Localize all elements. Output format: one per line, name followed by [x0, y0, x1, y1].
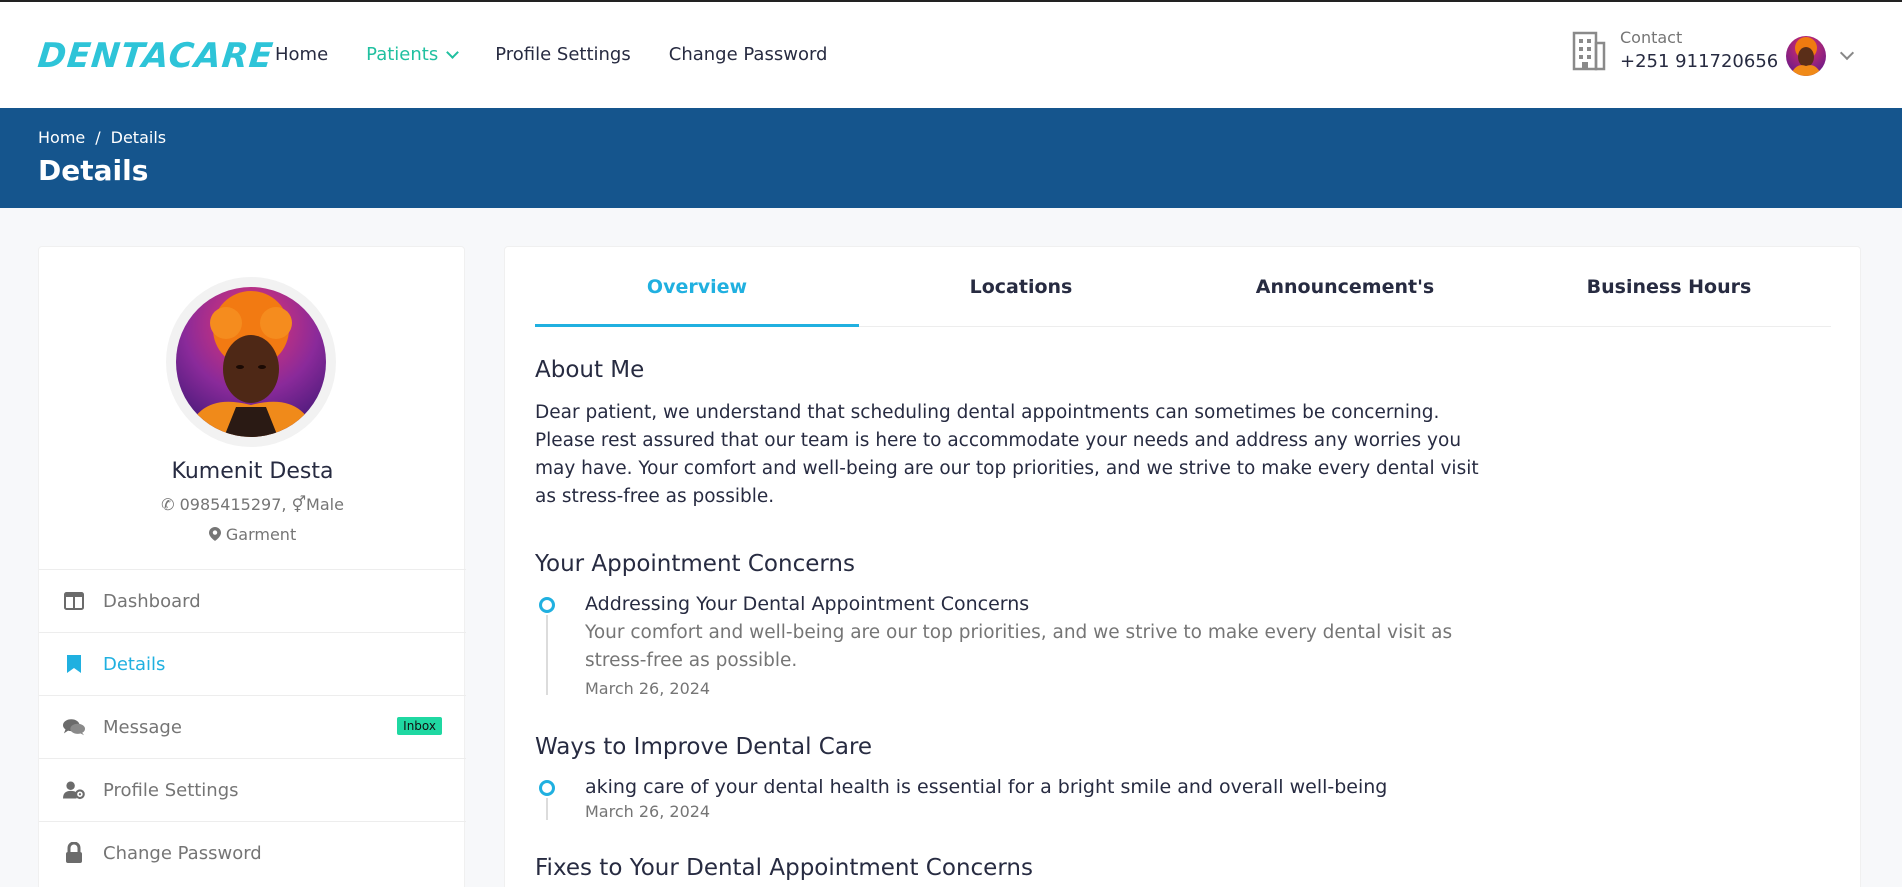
tab-bar	[535, 247, 1831, 327]
gender-icon: ⚥	[291, 495, 307, 514]
site-header	[0, 2, 1902, 108]
details-card	[504, 246, 1861, 887]
timeline-desc: Your comfort and well-being are our top priorities, and we strive to make every dental visit as stress-free as possible.	[585, 622, 1453, 671]
nav-change-password[interactable]	[669, 44, 828, 65]
timeline-title: aking care of your dental health is essential for a bright smile and overall well-being	[585, 776, 1388, 798]
nav-patients[interactable]	[366, 44, 457, 65]
profile-avatar	[166, 277, 336, 447]
lock-icon	[63, 842, 85, 864]
timeline-dot-icon	[539, 780, 555, 796]
breadcrumb	[38, 128, 166, 147]
concerns-title: Your Appointment Concerns	[535, 551, 855, 577]
nav-change-password-label: Change Password	[668, 44, 828, 65]
patient-location: Garment	[225, 525, 297, 544]
patient-gender: Male	[306, 495, 344, 514]
timeline-item	[535, 593, 1495, 698]
sidebar-menu	[39, 569, 466, 884]
patient-name: Kumenit Desta	[171, 459, 334, 484]
sidebar-item-profile-settings[interactable]	[39, 758, 466, 821]
profile-sidebar	[38, 246, 465, 887]
building-icon	[1570, 29, 1606, 71]
sidebar-item-label: Details	[103, 653, 166, 675]
tab-overview[interactable]: Overview	[535, 247, 859, 326]
nav-patients-label: Patients	[366, 44, 439, 65]
timeline-title: Addressing Your Dental Appointment Concerns	[585, 593, 1030, 615]
breadcrumb-separator: /	[95, 128, 101, 147]
sidebar-item-change-password[interactable]	[39, 821, 466, 884]
timeline-line	[546, 798, 548, 820]
sidebar-item-dashboard[interactable]	[39, 569, 466, 632]
patient-info	[39, 495, 466, 514]
header-contact	[1570, 28, 1778, 72]
overview-content	[535, 357, 1495, 881]
comments-icon	[63, 716, 85, 738]
timeline-date: March 26, 2024	[585, 679, 711, 698]
patient-phone: 0985415297,	[179, 495, 287, 514]
sidebar-item-details[interactable]	[39, 632, 466, 695]
logo[interactable]: DENTACARE	[35, 36, 276, 76]
sidebar-item-label: Dashboard	[103, 590, 201, 612]
inbox-badge: Inbox	[397, 717, 442, 735]
map-marker-icon	[209, 525, 226, 544]
nav-home-label: Home	[275, 44, 329, 65]
sidebar-item-label: Change Password	[103, 842, 262, 864]
patient-location-row	[39, 525, 466, 544]
contact-label: Contact	[1620, 28, 1683, 47]
breadcrumb-current: Details	[110, 128, 167, 147]
sidebar-item-label: Message	[103, 716, 182, 738]
sidebar-item-label: Profile Settings	[103, 779, 239, 801]
contact-phone: +251 911720656	[1620, 51, 1779, 72]
main-nav	[275, 44, 865, 65]
page-title: Details	[38, 154, 149, 187]
nav-profile-settings-label: Profile Settings	[495, 44, 631, 65]
phone-icon: ✆	[161, 495, 175, 514]
sidebar-item-message[interactable]	[39, 695, 466, 758]
improve-title: Ways to Improve Dental Care	[535, 734, 873, 760]
timeline-line	[546, 615, 548, 695]
breadcrumb-home[interactable]: Home	[38, 128, 86, 147]
avatar	[1786, 36, 1826, 76]
timeline-date: March 26, 2024	[585, 802, 711, 821]
nav-home[interactable]	[275, 44, 328, 65]
chevron-down-icon	[446, 46, 459, 59]
user-cog-icon	[63, 779, 85, 801]
page-banner	[0, 108, 1902, 208]
tab-business-hours[interactable]: Business Hours	[1586, 275, 1752, 298]
tab-locations[interactable]: Locations	[969, 275, 1073, 298]
tab-announcements[interactable]: Announcement's	[1255, 275, 1435, 298]
timeline-item	[535, 776, 1495, 821]
chevron-down-icon	[1840, 46, 1854, 60]
user-menu[interactable]	[1786, 36, 1852, 76]
nav-profile-settings[interactable]	[495, 44, 631, 65]
fixes-title: Fixes to Your Dental Appointment Concerns	[535, 855, 1033, 881]
about-title: About Me	[535, 357, 645, 383]
columns-icon	[63, 590, 85, 612]
timeline-dot-icon	[539, 597, 555, 613]
bookmark-icon	[63, 653, 85, 675]
about-text: Dear patient, we understand that scheduling dental appointments can sometimes be concerning. Please rest assured that our team is here to accommodate your needs and address any worries you may have. Your comfort and well-being are our top priorities, and we strive to make every dental visit as stress-free as possible.	[535, 402, 1479, 507]
